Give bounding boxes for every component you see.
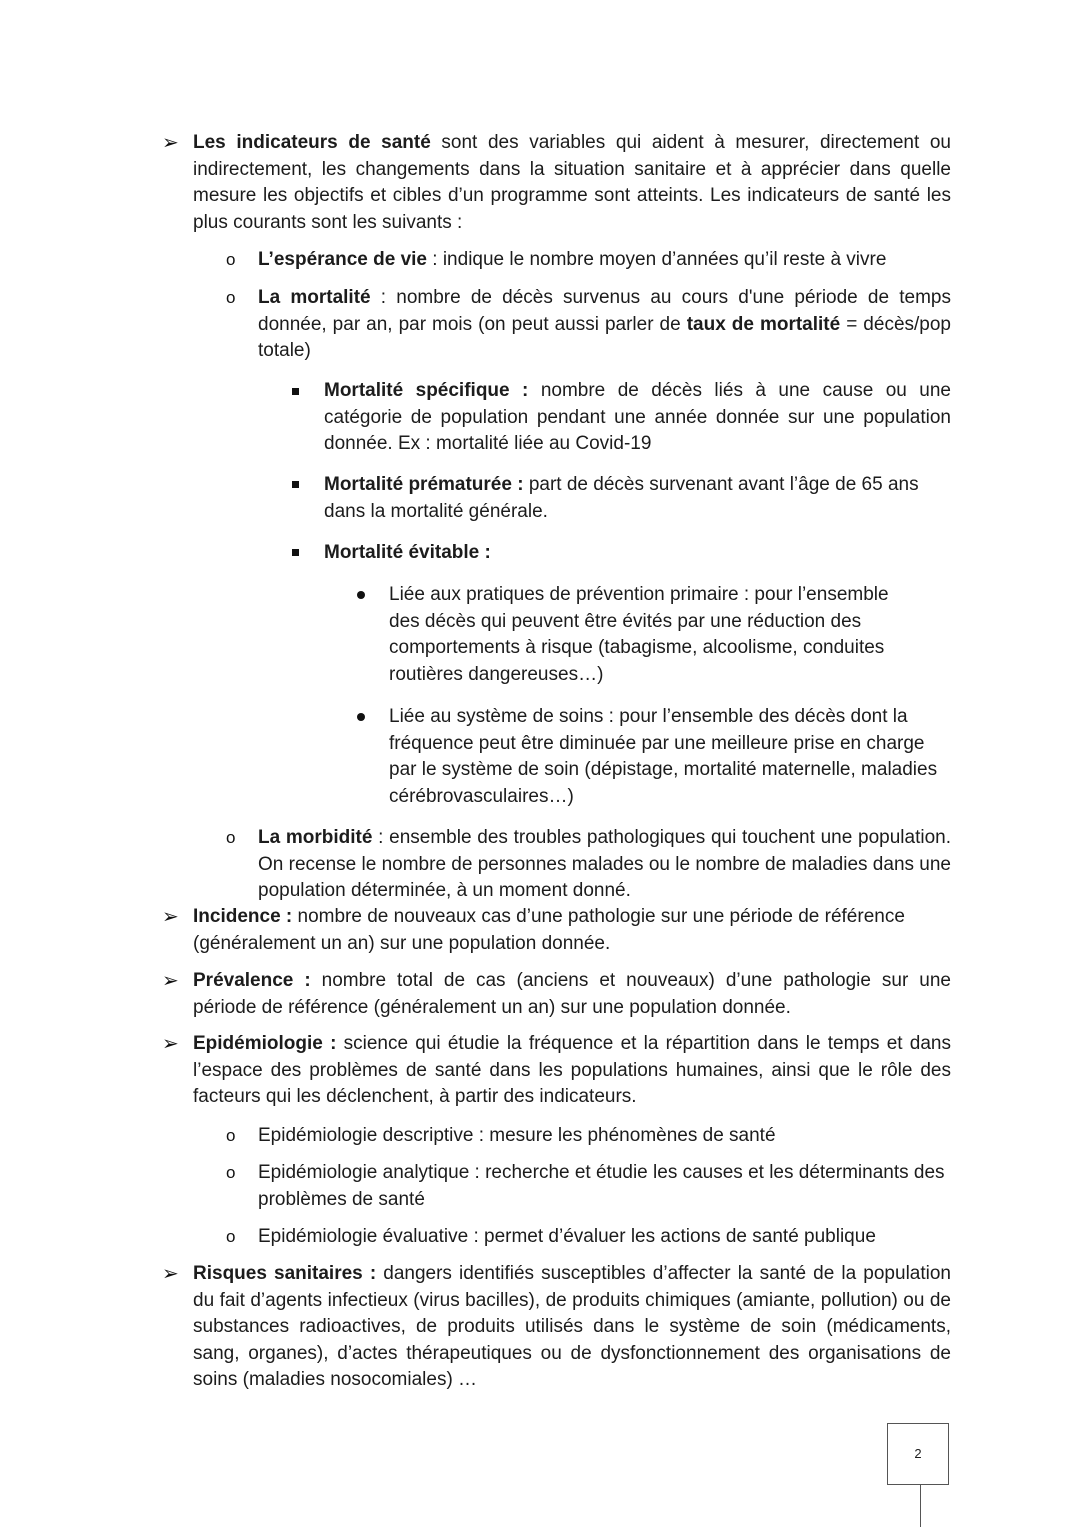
arrow-bullet-icon: ➢ (162, 906, 179, 928)
dot-bullet-icon (357, 713, 365, 721)
arrow-bullet-icon: ➢ (162, 1263, 179, 1285)
list-item-epi-analytique: Epidémiologie analytique : recherche et étudie les causes et les déterminants des problèmes de santé (258, 1162, 945, 1210)
square-bullet-icon (292, 549, 299, 556)
page-number-line (920, 1485, 921, 1527)
arrow-bullet-icon: ➢ (162, 970, 179, 992)
circle-bullet-icon: o (226, 828, 236, 847)
list-item-mortalite: La mortalité : nombre de décès survenus au cours d'une période de temps donnée, par an, par mois (on peut aussi parler de taux de mortalité = décès/pop totale) (258, 287, 951, 361)
square-bullet-icon (292, 481, 299, 488)
paragraph-incidence: Incidence : nombre de nouveaux cas d’une pathologie sur une période de référence (généralement un an) sur une population donnée. (193, 906, 905, 954)
paragraph-prevalence: Prévalence : nombre total de cas (anciens et nouveaux) d’une pathologie sur une période de référence (généralement un an) sur une population donnée. (193, 970, 951, 1018)
circle-bullet-icon: o (226, 1126, 236, 1145)
page-number: 2 (914, 1445, 922, 1461)
list-item-epi-evaluative: Epidémiologie évaluative : permet d’évaluer les actions de santé publique (258, 1226, 876, 1247)
circle-bullet-icon: o (226, 288, 236, 307)
circle-bullet-icon: o (226, 1227, 236, 1246)
list-item-esperance: L’espérance de vie : indique le nombre moyen d’années qu’il reste à vivre (258, 249, 887, 270)
paragraph-epidemiologie: Epidémiologie : science qui étudie la fréquence et la répartition dans le temps et dans l’espace des problèmes de santé dans les populations humaines, ainsi que le rôle des facteurs qui les déclenchent, à partir des indicateurs. (193, 1033, 951, 1107)
circle-bullet-icon: o (226, 1163, 236, 1182)
list-item-prevention-primaire: Liée aux pratiques de prévention primaire : pour l’ensemble des décès qui peuvent être évités par une réduction des comportements à risque (tabagisme, alcoolisme, conduites routières dangereuses…) (389, 584, 889, 685)
arrow-bullet-icon: ➢ (162, 132, 179, 154)
page-number-box (887, 1423, 949, 1485)
list-item-epi-descriptive: Epidémiologie descriptive : mesure les phénomènes de santé (258, 1125, 776, 1146)
list-item-morbidite: La morbidité : ensemble des troubles pathologiques qui touchent une population. On recense le nombre de personnes malades ou le nombre de maladies dans une population déterminée, à un moment donné. (258, 827, 952, 901)
paragraph-risques-sanitaires: Risques sanitaires : dangers identifiés susceptibles d’affecter la santé de la population du fait d’agents infectieux (virus bacilles), de produits chimiques (amiante, pollution) ou de substances radioactives, de produits utilisés dans le système de soin (médicaments, sang, organes), d’actes thérapeutiques ou de dysfonctionnement des organisations de soins (maladies nosocomiales) … (193, 1263, 951, 1390)
circle-bullet-icon: o (226, 250, 236, 269)
list-item-mortalite-evitable: Mortalité évitable : (324, 542, 491, 563)
square-bullet-icon (292, 388, 299, 395)
list-item-mortalite-prematuree: Mortalité prématurée : part de décès survenant avant l’âge de 65 ans dans la mortalité générale. (324, 474, 919, 522)
arrow-bullet-icon: ➢ (162, 1033, 179, 1055)
dot-bullet-icon (357, 591, 365, 599)
paragraph-indicateurs: Les indicateurs de santé sont des variables qui aident à mesurer, directement ou indirectement, les changements dans la situation sanitaire et à apprécier dans quelle mesure les objectifs et cibles d’un programme sont atteints. Les indicateurs de santé les plus courants sont les suivants : (193, 132, 951, 233)
list-item-mortalite-specifique: Mortalité spécifique : nombre de décès liés à une cause ou une catégorie de population pendant une année donnée sur une population donnée. Ex : mortalité liée au Covid-19 (324, 380, 951, 454)
list-item-systeme-soins: Liée au système de soins : pour l’ensemble des décès dont la fréquence peut être diminuée par une meilleure prise en charge par le système de soin (dépistage, mortalité maternelle, maladies cérébrovasculaires…) (389, 706, 938, 807)
